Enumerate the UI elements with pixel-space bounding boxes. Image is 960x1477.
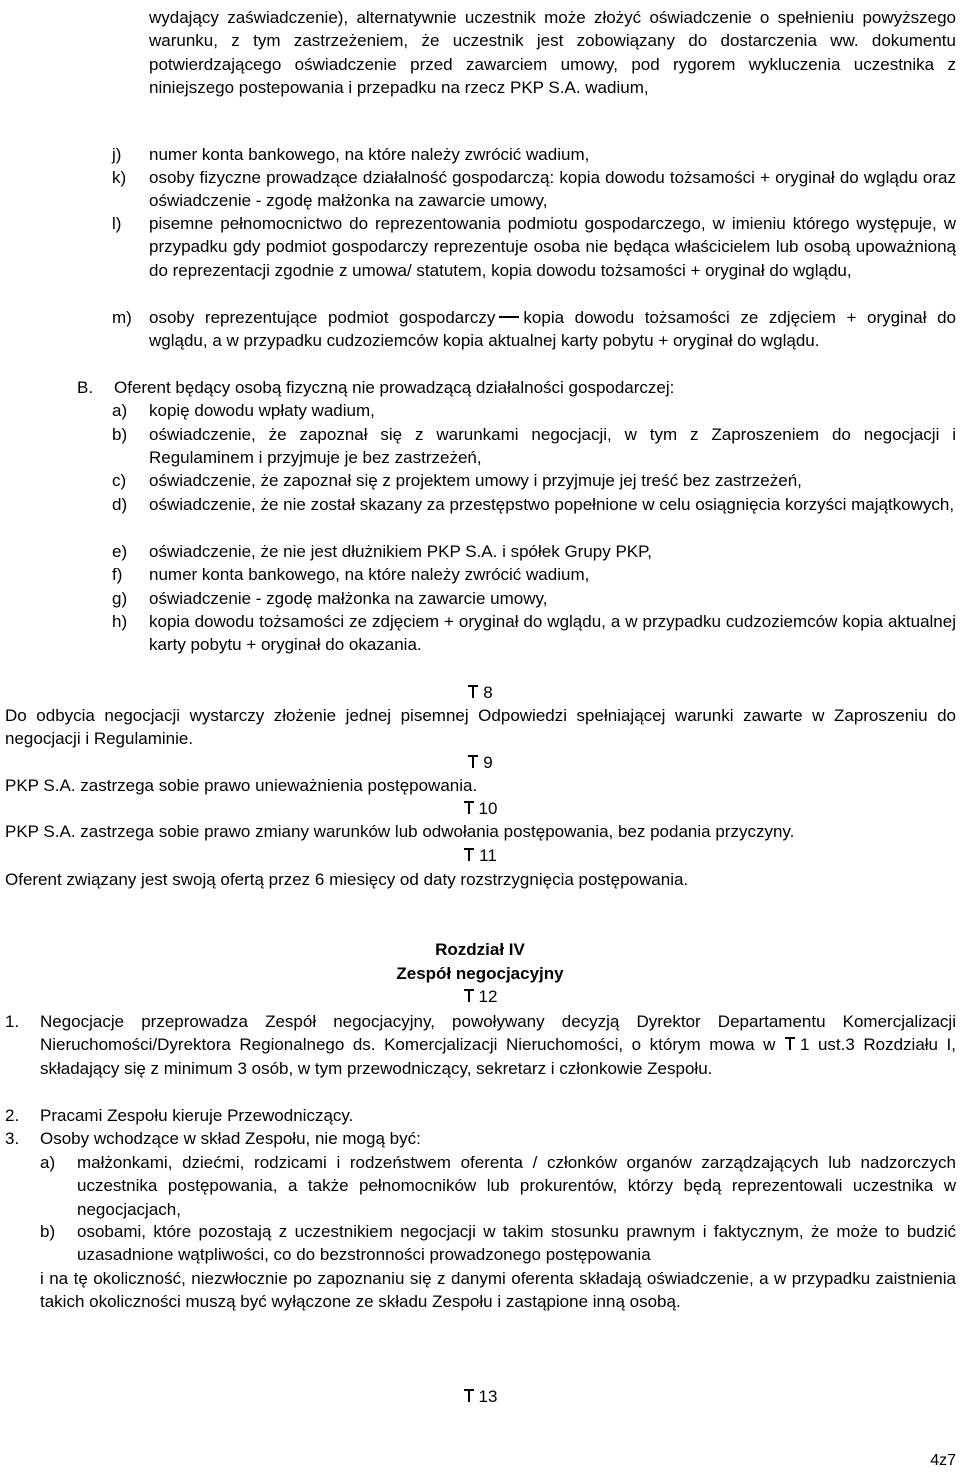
list-marker-m: m) bbox=[112, 308, 132, 327]
s12-marker-a: a) bbox=[40, 1153, 56, 1172]
b-item-c: oświadczenie, że zapoznał się z projektem umowy i przyjmuje jej treść bez zastrzeżeń, bbox=[149, 471, 802, 490]
section-11-text: Oferent związany jest swoją ofertą przez 6 miesięcy od daty rozstrzygnięcia postępowania. bbox=[5, 870, 689, 889]
s12-point-3: Osoby wchodzące w skład Zespołu, nie mogą być: bbox=[40, 1129, 421, 1148]
list-marker-j: j) bbox=[112, 145, 122, 164]
b-item-a: kopię dowodu wpłaty wadium, bbox=[149, 401, 375, 420]
dash-glyph bbox=[499, 316, 519, 318]
section-13-number: 13 bbox=[478, 1387, 498, 1406]
section-b-title: Oferent będący osobą fizyczną nie prowadzącą działalności gospodarczej: bbox=[114, 378, 675, 397]
chapter-title: Rozdział IV bbox=[435, 940, 525, 959]
section-13-heading bbox=[0, 1385, 960, 1408]
section-8-number: 8 bbox=[483, 683, 493, 702]
b-marker-d: d) bbox=[112, 495, 128, 514]
section-sign-icon bbox=[784, 1037, 796, 1051]
section-10-number: 10 bbox=[478, 799, 498, 818]
list-marker-l: l) bbox=[112, 214, 122, 233]
section-8-heading bbox=[0, 681, 960, 704]
s12-point-1-part-b: 1 ust.3 Rozdziału I, składający się z minimum 3 osób, w tym przewodniczący, sekretarz i członkowie Zespołu. bbox=[40, 1035, 956, 1078]
s12-point-1 bbox=[40, 1010, 956, 1080]
b-marker-g: g) bbox=[112, 589, 128, 608]
s12-point-2: Pracami Zespołu kieruje Przewodniczący. bbox=[40, 1106, 354, 1125]
section-9-text: PKP S.A. zastrzega sobie prawo unieważnienia postępowania. bbox=[5, 776, 478, 795]
page-number: 4z7 bbox=[930, 1452, 956, 1469]
s12-item-b: osobami, które pozostają z uczestnikiem negocjacji w takim stosunku prawnym i faktycznym, że może to budzić uzasadnione wątpliwości, co do bezstronności prowadzonego postępowania bbox=[77, 1222, 956, 1265]
chapter-subtitle: Zespół negocjacyjny bbox=[396, 964, 564, 983]
s12-point-1-part-a: Negocjacje przeprowadza Zespół negocjacyjny, powoływany decyzją Dyrektor Departamentu Komercjalizacji Nieruchomości/Dyrektora Regionalnego ds. Komercjalizacji Nieruchomości, o którym mowa w bbox=[40, 1012, 956, 1055]
section-sign-icon bbox=[463, 989, 475, 1003]
b-item-e: oświadczenie, że nie jest dłużnikiem PKP S.A. i spółek Grupy PKP, bbox=[149, 542, 653, 561]
b-item-h: kopia dowodu tożsamości ze zdjęciem + oryginał do wglądu, a w przypadku cudzoziemców kopia aktualnej karty pobytu + oryginał do okazania. bbox=[149, 612, 956, 655]
b-item-g: oświadczenie - zgodę małżonka na zawarcie umowy, bbox=[149, 589, 548, 608]
b-item-f: numer konta bankowego, na które należy zwrócić wadium, bbox=[149, 565, 590, 584]
section-12-number: 12 bbox=[478, 987, 498, 1006]
s12-item-a: małżonkami, dziećmi, rodzicami i rodzeństwem oferenta / członków organów zarządzających lub nadzorczych uczestnika postępowania, a także pełnomocników lub prokurentów, którzy będą reprezentowali uczestnika w negocjacjach, bbox=[77, 1153, 956, 1219]
b-marker-b: b) bbox=[112, 425, 128, 444]
b-marker-e: e) bbox=[112, 542, 128, 561]
s12-closing-text: i na tę okoliczność, niezwłocznie po zapoznaniu się z danymi oferenta składają oświadczenie, a w przypadku zaistnienia takich okoliczności muszą być wyłączone ze składu Zespołu i zastąpione inną osobą. bbox=[40, 1269, 956, 1312]
b-marker-a: a) bbox=[112, 401, 128, 420]
section-11-heading bbox=[0, 844, 960, 867]
section-8-text: Do odbycia negocjacji wystarczy złożenie jednej pisemnej Odpowiedzi spełniającej warunki zawarte w Zaproszeniu do negocjacji i Regulaminie. bbox=[5, 706, 956, 749]
section-10-text: PKP S.A. zastrzega sobie prawo zmiany warunków lub odwołania postępowania, bez podania przyczyny. bbox=[5, 822, 795, 841]
list-item-l: pisemne pełnomocnictwo do reprezentowania podmiotu gospodarczego, w imieniu którego występuje, w przypadku gdy podmiot gospodarczy reprezentuje osoba nie będąca właścicielem lub osobą upoważnioną do reprezentacji zgodnie z umowa/ statutem, kopia dowodu tożsamości + oryginał do wglądu, bbox=[149, 214, 956, 280]
s12-marker-2: 2. bbox=[5, 1106, 20, 1125]
list-item-m bbox=[149, 306, 956, 353]
section-sign-icon bbox=[463, 801, 475, 815]
list-item-m-part-a: osoby reprezentujące podmiot gospodarczy bbox=[149, 308, 496, 327]
s12-marker-b: b) bbox=[40, 1222, 56, 1241]
b-item-d: oświadczenie, że nie został skazany za przestępstwo popełnione w celu osiągnięcia korzyści majątkowych, bbox=[149, 495, 955, 514]
b-marker-c: c) bbox=[112, 471, 127, 490]
list-marker-k: k) bbox=[112, 168, 127, 187]
section-sign-icon bbox=[467, 755, 479, 769]
list-item-m-part-b: kopia dowodu tożsamości ze zdjęciem + oryginał do wglądu, a w przypadku cudzoziemców kopia aktualnej karty pobytu + oryginał do wglądu. bbox=[149, 308, 956, 351]
list-item-k: osoby fizyczne prowadzące działalność gospodarczą: kopia dowodu tożsamości + oryginał do wglądu oraz oświadczenie - zgodę małżonka na zawarcie umowy, bbox=[149, 168, 956, 211]
section-sign-icon bbox=[463, 1389, 475, 1403]
list-item-j: numer konta bankowego, na które należy zwrócić wadium, bbox=[149, 145, 590, 164]
section-9-heading bbox=[0, 751, 960, 774]
b-marker-f: f) bbox=[112, 565, 123, 584]
section-11-number: 11 bbox=[479, 846, 497, 865]
section-12-heading bbox=[0, 985, 960, 1008]
continued-paragraph: wydający zaświadczenie), alternatywnie uczestnik może złożyć oświadczenie o spełnieniu powyższego warunku, z tym zastrzeżeniem, że uczestnik jest zobowiązany do dostarczenia ww. dokumentu potwierdzającego oświadczenie przed zawarciem umowy, pod rygorem wykluczenia uczestnika z niniejszego postepowania i przepadku na rzecz PKP S.A. wadium, bbox=[149, 8, 956, 98]
b-item-b: oświadczenie, że zapoznał się z warunkami negocjacji, w tym z Zaproszeniem do negocjacji i Regulaminem i przyjmuje je bez zastrzeżeń, bbox=[149, 425, 956, 468]
section-sign-icon bbox=[467, 685, 479, 699]
s12-marker-3: 3. bbox=[5, 1129, 20, 1148]
s12-marker-1: 1. bbox=[5, 1012, 20, 1031]
section-10-heading bbox=[0, 797, 960, 820]
section-9-number: 9 bbox=[483, 753, 493, 772]
section-sign-icon bbox=[463, 848, 475, 862]
b-marker-h: h) bbox=[112, 612, 128, 631]
section-b-marker: B. bbox=[77, 378, 94, 397]
